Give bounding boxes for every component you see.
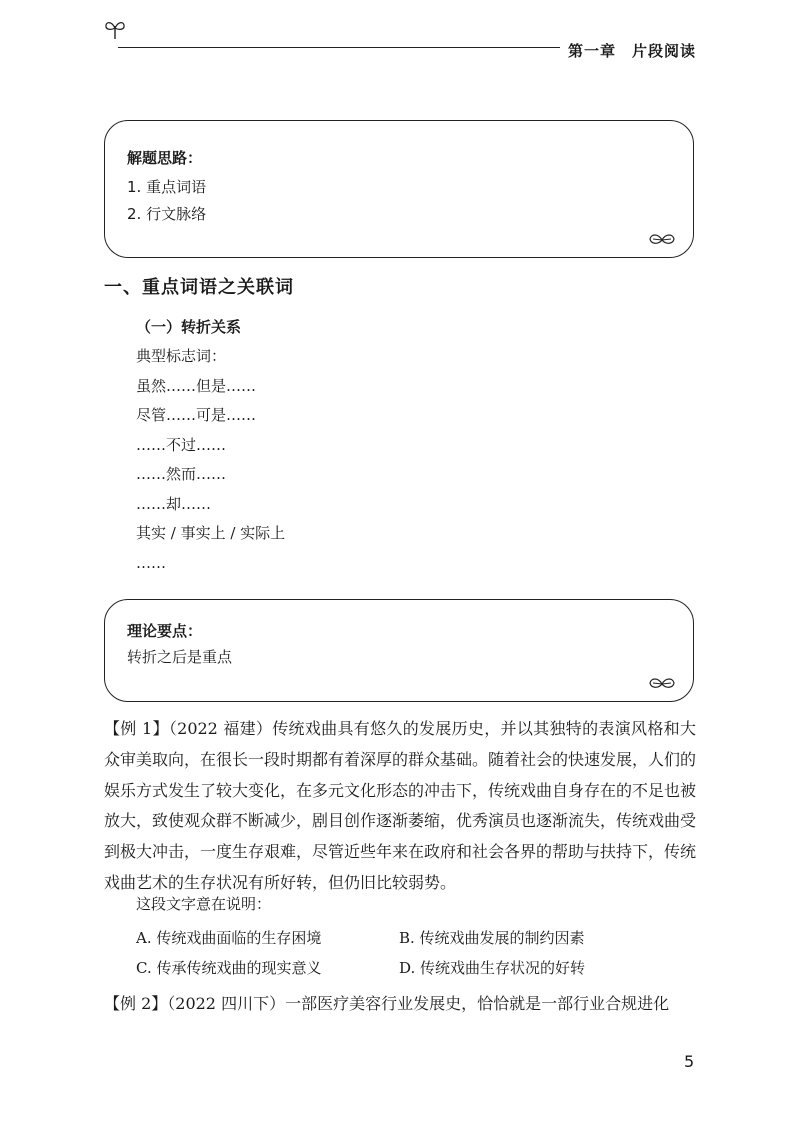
keyword-line: 其实 / 事实上 / 实际上 <box>136 524 286 542</box>
example-1-paragraph: 【例 1】（2022 福建）传统戏曲具有悠久的发展历史，并以其独特的表演风格和大众审美取向，在很长一段时期都有着深厚的群众基础。随着社会的快速发展，人们的娱乐方式发生了较大变化，在多元文化形态的冲击下，传统戏曲自身存在的不足也被放大，致使观众群不断减少，剧目创作逐渐萎缩，优秀演员也逐渐流失，传统戏曲受到极大冲击，一度生存艰难，尽管近些年来在政府和社会各界的帮助与扶持下，传统戏曲艺术的生存状况有所好转，但仍旧比较弱势。 <box>104 719 697 892</box>
option-d: D. 传统戏曲生存状况的好转 <box>399 959 586 977</box>
theory-box <box>104 599 694 702</box>
page-number: 5 <box>684 1052 695 1071</box>
keyword-line: ……不过…… <box>136 435 227 454</box>
keyword-line: 典型标志词： <box>136 347 227 365</box>
tip-box-item: 1. 重点词语 <box>127 178 207 196</box>
section-title: 一、重点词语之关联词 <box>104 277 294 298</box>
example-2-paragraph: 【例 2】（2022 四川下）一部医疗美容行业发展史，恰恰就是一部行业合规进化 <box>104 994 670 1013</box>
leaf-icon <box>649 676 675 695</box>
leaf-icon <box>649 232 675 251</box>
theory-box-text: 转折之后是重点 <box>127 648 233 666</box>
chapter-title: 第一章 片段阅读 <box>568 42 697 60</box>
option-a: A. 传统戏曲面临的生存困境 <box>136 929 322 947</box>
subsection-title: （一）转折关系 <box>136 318 242 336</box>
keyword-line: 虽然……但是…… <box>136 376 257 395</box>
keyword-line: ……然而…… <box>136 465 227 483</box>
tip-box <box>104 120 694 258</box>
tip-box-item: 2. 行文脉络 <box>127 205 207 223</box>
keyword-line: 尽管……可是…… <box>136 406 257 424</box>
theory-box-heading: 理论要点： <box>127 622 203 640</box>
sprout-icon <box>103 18 127 44</box>
keyword-list <box>136 342 285 578</box>
option-c: C. 传承传统戏曲的现实意义 <box>136 959 322 977</box>
option-b: B. 传统戏曲发展的制约因素 <box>399 929 585 947</box>
header-rule <box>118 47 560 48</box>
tip-box-heading: 解题思路： <box>127 149 203 167</box>
keyword-line: ……却…… <box>136 494 212 513</box>
example-1-question: 这段文字意在说明： <box>136 895 272 913</box>
keyword-line: …… <box>136 553 166 572</box>
